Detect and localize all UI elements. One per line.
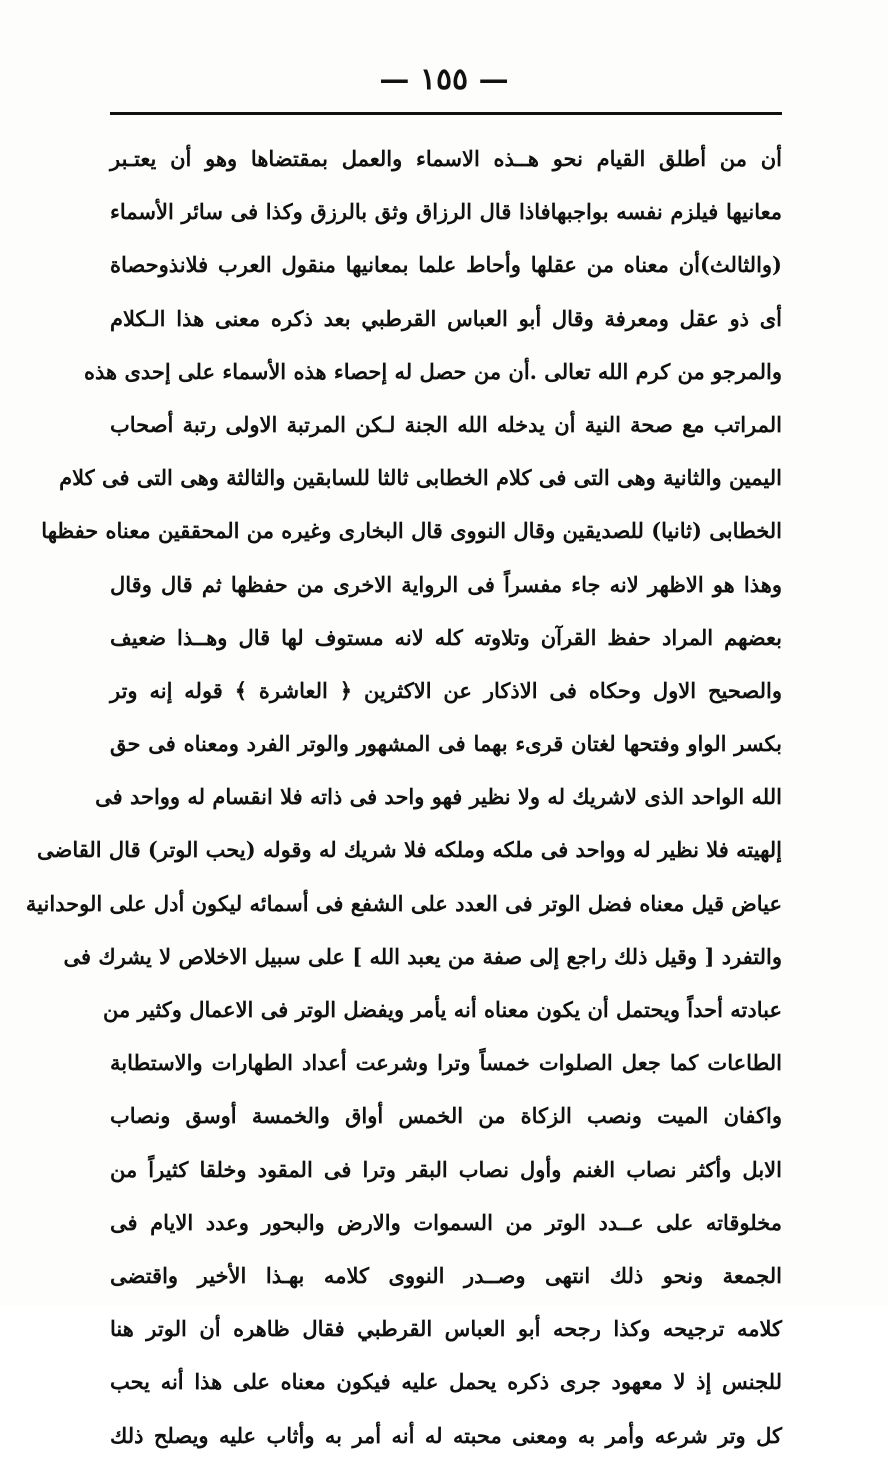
- text-line: كل وتر شرعه وأمر به ومعنى محبته له أنه أمر به وأثاب عليه ويصلح ذلك: [110, 1422, 782, 1448]
- text-line: والمرجو من كرم الله تعالى .أن من حصل له إحصاء هذه الأسماء على إحدى هذه: [84, 358, 782, 384]
- text-line: عياض قيل معناه فضل الوتر فى العدد على الشفع فى أسمائه ليكون أدل على الوحدانية: [25, 890, 782, 916]
- header-rule: [110, 112, 782, 115]
- text-line: الجمعة ونحو ذلك انتهى وصــدر النووى كلامه بهـذا الأخير واقتضى: [110, 1262, 782, 1288]
- text-line: أن من أطلق القيام نحو هــذه الاسماء والعمل بمقتضاها وهو أن يعتـبر: [110, 146, 782, 171]
- text-line: معانيها فيلزم نفسه بواجبهافاذا قال الرزاق وثق بالرزق وكذا فى سائر الأسماء: [110, 199, 782, 225]
- text-line: وهذا هو الاظهر لانه جاء مفسراً فى الرواية الاخرى من حفظها ثم قال وقال: [110, 571, 782, 597]
- text-line: المراتب مع صحة النية أن يدخله الله الجنة لـكن المرتبة الاولى رتبة أصحاب: [110, 411, 782, 437]
- page-body-text: [25, 132, 782, 1462]
- text-line: مخلوقاته على عــدد الوتر من السموات والارض والبحور وعدد الايام فى: [110, 1209, 782, 1235]
- text-line: الابل وأكثر نصاب الغنم وأول نصاب البقر وترا فى المقود وخلقا كثيراً من: [110, 1156, 782, 1182]
- text-line: إلهيته فلا نظير له وواحد فى ملكه وملكه فلا شريك له وقوله (يحب الوتر) قال القاضى: [37, 837, 782, 863]
- text-line: واكفان الميت ونصب الزكاة من الخمس أواق والخمسة أوسق ونصاب: [110, 1103, 782, 1129]
- text-line: اليمين والثانية وهى التى فى كلام الخطابى ثالثا للسابقين والثالثة وهى التى فى كلام: [59, 465, 782, 491]
- text-line: للجنس إذ لا معهود جرى ذكره يحمل عليه فيكون معناه على هذا أنه يحب: [110, 1369, 782, 1395]
- text-line: والصحيح الاول وحكاه فى الاذكار عن الاكثرين ﴿ العاشرة ﴾ قوله إنه وتر: [110, 677, 782, 703]
- text-line: كلامه ترجيحه وكذا رجحه أبو العباس القرطبي فقال ظاهره أن الوتر هنا: [110, 1316, 782, 1342]
- page-number: — ١٥٥ —: [379, 62, 509, 97]
- text-line: عبادته أحداً ويحتمل أن يكون معناه أنه يأمر ويفضل الوتر فى الاعمال وكثير من: [102, 997, 782, 1022]
- text-line: الخطابى (ثانيا) للصديقين وقال النووى قال البخارى وغيره من المحققين معناه حفظها: [41, 518, 782, 544]
- text-line: بعضهم المراد حفظ القرآن وتلاوته كله لانه مستوف لها قال وهــذا ضعيف: [110, 624, 782, 650]
- text-line: (والثالث)أن معناه من عقلها وأحاط علما بمعانيها منقول العرب فلانذوحصاة: [110, 252, 782, 278]
- text-line: أى ذو عقل ومعرفة وقال أبو العباس القرطبي بعد ذكره معنى هذا الـكلام: [110, 305, 782, 331]
- text-line: الطاعات كما جعل الصلوات خمساً وترا وشرعت أعداد الطهارات والاستطابة: [110, 1050, 782, 1076]
- text-line: بكسر الواو وفتحها لغتان قرىء بهما فى المشهور والوتر الفرد ومعناه فى حق: [110, 731, 782, 757]
- text-line: الله الواحد الذى لاشريك له ولا نظير فهو واحد فى ذاته فلا انقسام له وواحد فى: [95, 784, 782, 810]
- text-line: والتفرد [ وقيل ذلك راجع إلى صفة من يعبد الله ] على سبيل الاخلاص لا يشرك فى: [63, 943, 782, 969]
